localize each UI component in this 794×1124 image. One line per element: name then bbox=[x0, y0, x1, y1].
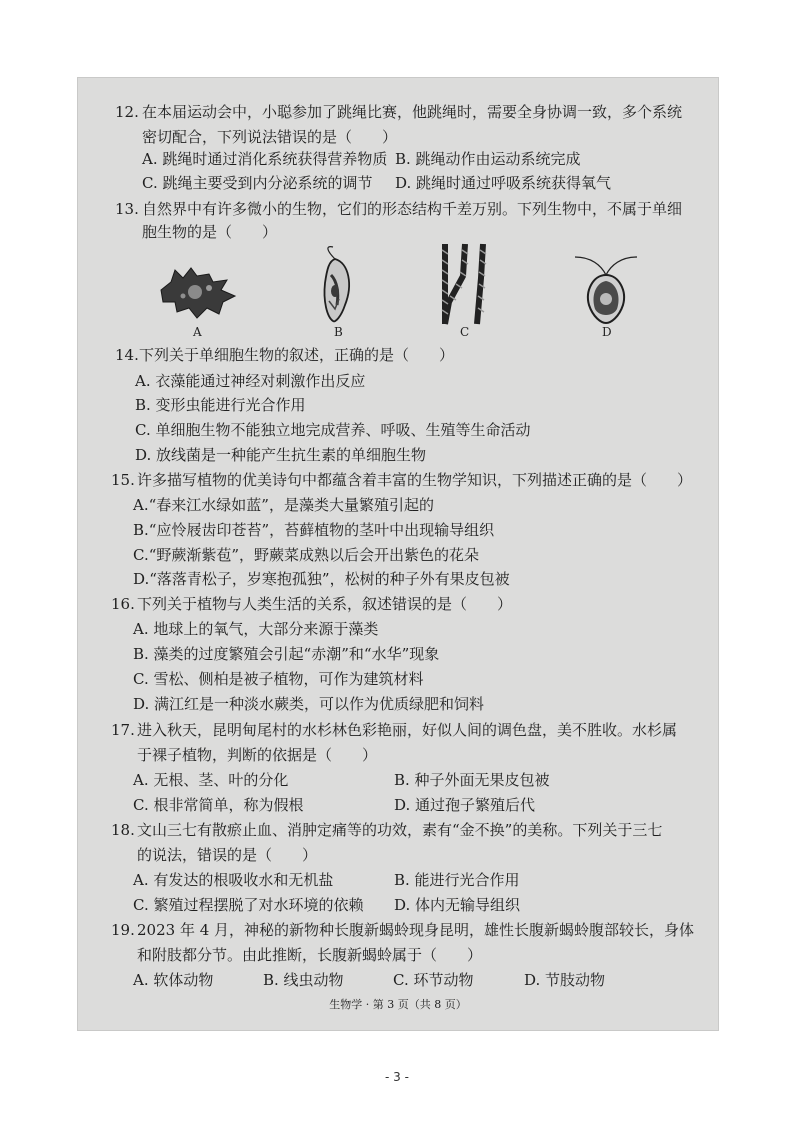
q14-option-d: D. 放线菌是一种能产生抗生素的单细胞生物 bbox=[135, 446, 427, 464]
q15-option-b: B.“应怜屐齿印苍苔”，苔藓植物的茎叶中出现输导组织 bbox=[133, 521, 495, 539]
q19-option-d: D. 节肢动物 bbox=[524, 971, 606, 989]
q13-stem-line1: 自然界中有许多微小的生物，它们的形态结构千差万别。下列生物中，不属于单细 bbox=[142, 200, 683, 218]
q12-option-b: B. 跳绳动作由运动系统完成 bbox=[395, 150, 581, 168]
amoeba-figure bbox=[157, 262, 239, 322]
sheet-footer: 生物学 · 第 3 页（共 8 页） bbox=[329, 998, 467, 1011]
figure-label-b: B bbox=[334, 325, 343, 339]
q12-option-c: C. 跳绳主要受到内分泌系统的调节 bbox=[142, 174, 373, 192]
q16-stem: 下列关于植物与人类生活的关系，叙述错误的是（ ） bbox=[137, 595, 513, 613]
q17-option-b: B. 种子外面无果皮包被 bbox=[394, 771, 550, 789]
q18-stem-line1: 文山三七有散瘀止血、消肿定痛等的功效，素有“金不换”的美称。下列关于三七 bbox=[137, 821, 663, 839]
q17-option-a: A. 无根、茎、叶的分化 bbox=[133, 771, 289, 789]
q12-option-a: A. 跳绳时通过消化系统获得营养物质 bbox=[142, 150, 388, 168]
page-number: - 3 - bbox=[385, 1070, 409, 1084]
q15-stem: 许多描写植物的优美诗句中都蕴含着丰富的生物学知识，下列描述正确的是（ ） bbox=[137, 471, 693, 489]
q12-number: 12. bbox=[115, 103, 139, 121]
q15-number: 15. bbox=[111, 471, 135, 489]
q17-stem-line1: 进入秋天，昆明甸尾村的水杉林色彩艳丽，好似人间的调色盘，美不胜收。水杉属 bbox=[137, 721, 678, 739]
q15-option-d: D.“落落青松子，岁寒抱孤独”，松树的种子外有果皮包被 bbox=[133, 570, 510, 588]
sheet-content bbox=[77, 77, 719, 1031]
q12-stem-line1: 在本届运动会中，小聪参加了跳绳比赛，他跳绳时，需要全身协调一致，多个系统 bbox=[142, 103, 683, 121]
figure-label-a: A bbox=[193, 325, 202, 339]
q14-option-b: B. 变形虫能进行光合作用 bbox=[135, 396, 306, 414]
q16-option-d: D. 满江红是一种淡水蕨类，可以作为优质绿肥和饲料 bbox=[133, 695, 485, 713]
q15-option-c: C.“野蕨渐紫苞”，野蕨菜成熟以后会开出紫色的花朵 bbox=[133, 546, 480, 564]
q18-number: 18. bbox=[111, 821, 135, 839]
q17-option-d: D. 通过孢子繁殖后代 bbox=[394, 796, 536, 814]
q19-option-c: C. 环节动物 bbox=[393, 971, 474, 989]
q12-option-d: D. 跳绳时通过呼吸系统获得氧气 bbox=[395, 174, 612, 192]
chlamydomonas-figure bbox=[571, 247, 641, 327]
q17-option-c: C. 根非常简单，称为假根 bbox=[133, 796, 304, 814]
euglena-figure bbox=[313, 245, 359, 325]
q13-stem-line2: 胞生物的是（ ） bbox=[142, 223, 278, 241]
q18-option-d: D. 体内无输导组织 bbox=[394, 896, 521, 914]
q19-option-a: A. 软体动物 bbox=[133, 971, 214, 989]
q12-stem-line2: 密切配合，下列说法错误的是（ ） bbox=[142, 128, 398, 146]
q19-stem-line1: 2023 年 4 月，神秘的新物种长腹新蝎蛉现身昆明，雄性长腹新蝎蛉腹部较长，身体 bbox=[137, 921, 695, 939]
q14-number: 14. bbox=[115, 346, 139, 364]
q16-option-c: C. 雪松、侧柏是被子植物，可作为建筑材料 bbox=[133, 670, 424, 688]
q14-option-c: C. 单细胞生物不能独立地完成营养、呼吸、生殖等生命活动 bbox=[135, 421, 531, 439]
q14-stem: 下列关于单细胞生物的叙述，正确的是（ ） bbox=[139, 346, 455, 364]
q14-option-a: A. 衣藻能通过神经对刺激作出反应 bbox=[135, 372, 366, 390]
q18-option-b: B. 能进行光合作用 bbox=[394, 871, 520, 889]
photographed-exam-sheet bbox=[77, 77, 719, 1031]
q15-option-a: A.“春来江水绿如蓝”，是藻类大量繁殖引起的 bbox=[133, 496, 434, 514]
q16-option-b: B. 藻类的过度繁殖会引起“赤潮”和“水华”现象 bbox=[133, 645, 440, 663]
q18-option-c: C. 繁殖过程摆脱了对水环境的依赖 bbox=[133, 896, 364, 914]
q18-stem-line2: 的说法，错误的是（ ） bbox=[137, 846, 318, 864]
q16-option-a: A. 地球上的氧气，大部分来源于藻类 bbox=[133, 620, 379, 638]
spirogyra-figure bbox=[435, 242, 493, 327]
figure-label-d: D bbox=[602, 325, 612, 339]
q19-option-b: B. 线虫动物 bbox=[263, 971, 344, 989]
q17-number: 17. bbox=[111, 721, 135, 739]
q19-number: 19. bbox=[111, 921, 135, 939]
q13-number: 13. bbox=[115, 200, 139, 218]
q16-number: 16. bbox=[111, 595, 135, 613]
figure-label-c: C bbox=[460, 325, 470, 339]
q19-stem-line2: 和附肢都分节。由此推断，长腹新蝎蛉属于（ ） bbox=[137, 946, 483, 964]
q17-stem-line2: 于裸子植物，判断的依据是（ ） bbox=[137, 746, 378, 764]
q18-option-a: A. 有发达的根吸收水和无机盐 bbox=[133, 871, 334, 889]
